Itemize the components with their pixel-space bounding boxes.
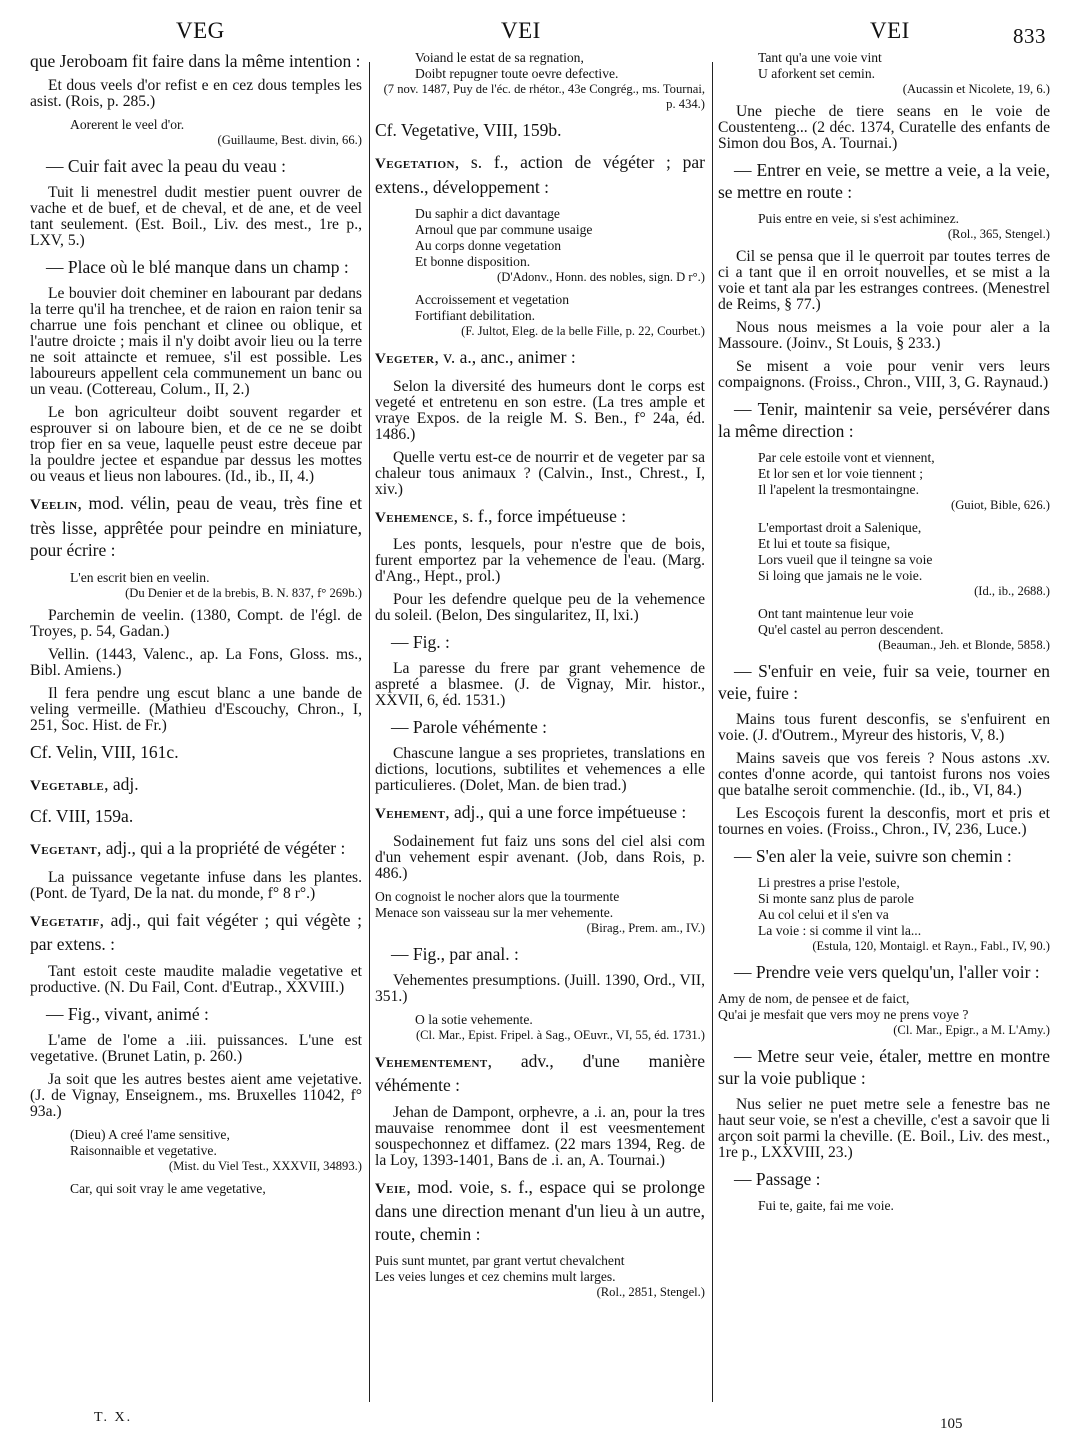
definition: , adv., d'une manière véhémente : [375, 1050, 705, 1095]
citation-paragraph: Le bouvier doit cheminer en labourant par dedans la terre qu'il ha trenchee, et de raion en raion tenir sa charrue une fois penchant et clinee ou oblique, et l'autre droicte ; mais il n'y doibt avoir lieu ou la terre ne soit attaincte et remuee, s'il est possible. Les laboureurs appellent cela communement un banc ou un veau. (Cottereau, Colum., II, 2.) [30, 285, 362, 398]
sense-heading: — Passage : [734, 1169, 821, 1189]
sheet-number: 105 [940, 1416, 963, 1432]
headword: Vegeter [375, 351, 435, 367]
entry-heading [375, 151, 705, 198]
entry-heading [375, 346, 705, 371]
citation-source: (Rol., 2851, Stengel.) [596, 1285, 705, 1299]
citation-paragraph: Quelle vertu est-ce de nourrir et de vegeter par sa chaleur tous animaux ? (Calvin., Inst., Chrest., I, xiv.) [375, 448, 705, 498]
verse-line: Si monte sanz plus de parole [758, 891, 914, 906]
citation-source: (Id., ib., 2688.) [974, 584, 1050, 598]
citation-source: (Beauman., Jeh. et Blonde, 5858.) [878, 638, 1050, 652]
column-divider [712, 62, 713, 1402]
verse-line: Du saphir a dict davantage [415, 206, 560, 221]
column-left [30, 50, 362, 1405]
citation-paragraph: Et dous veels d'or refist e en cez dous temples les asist. (Rois, p. 285.) [30, 77, 362, 110]
verse-line: O la sotie vehemente. [415, 1011, 533, 1027]
verse-line: Amy de nom, de pensee et de faict, [718, 991, 910, 1006]
running-head-left: VEG [176, 18, 225, 43]
citation-paragraph: Jehan de Dampont, orphevre, a .i. an, pour la tres mauvaise renommee dont il est veesmentement souspechonnez et diffamez. (22 mars 1394, Reg. de la Loy, 1393-1401, Bans de .i. an, A. Tournai.) [375, 1103, 705, 1169]
verse-line: Fortifiant debilitation. [415, 308, 536, 323]
citation-paragraph: Nous nous meismes a la voie pour aler a la Massoure. (Joinv., St Louis, § 233.) [718, 319, 1050, 352]
definition: , adj., qui a la propriété de végéter : [97, 838, 346, 858]
sense-heading: — Cuir fait avec la peau du veau : [46, 156, 287, 176]
verse-line: L'emportast droit a Salenique, [758, 520, 922, 535]
running-head-center: VEI [501, 18, 541, 43]
citation-paragraph: Sodainement fut faiz uns sons del ciel alsi com d'un vehement espir avenant. (Job, dans Rois, p. 486.) [375, 832, 705, 882]
signature-mark: T. X. [94, 1410, 133, 1425]
verse-line: Accroissement et vegetation [415, 292, 570, 307]
headword: Vegetant [30, 842, 98, 858]
column-divider [369, 62, 370, 1402]
verse-line: Car, qui soit vray le ame vegetative, [70, 1180, 266, 1196]
cross-reference: Cf. Velin, VIII, 161c. [30, 741, 179, 762]
verse-line: Par cele estoile vont et viennent, [758, 450, 935, 465]
citation-paragraph: Mains tous furent desconfis, se s'enfuirent en voie. (J. d'Outrem., Myreur des historis, V, 8.) [718, 711, 1050, 744]
verse-line: Les veies lunges et cez chemins mult larges. [375, 1269, 616, 1284]
verse-line: Au corps donne vegetation [415, 238, 562, 253]
definition: , mod. voie, s. f., espace qui se prolonge dans une direction menant d'un lieu à un autre, route, chemin : [375, 1176, 705, 1244]
citation-source: (F. Jultot, Eleg. de la belle Fille, p. 22, Courbet.) [461, 324, 705, 338]
headword: Vegetable [30, 777, 105, 794]
definition: , mod. vélin, peau de veau, très fine et très lisse, apprêtée pour peindre en miniature, pour écrire : [30, 493, 362, 560]
definition: , adj. [104, 773, 139, 794]
entry-heading [30, 492, 362, 562]
citation-paragraph: L'ame de l'ome a .iii. puissances. L'une est vegetative. (Brunet Latin, p. 260.) [30, 1031, 362, 1065]
verse-line: Et lor sen et lor voie tiennent ; [758, 466, 923, 481]
column-middle [375, 50, 705, 1405]
verse-line: Puis entre en veie, si s'est achiminez. [758, 211, 960, 226]
sense-heading: — Fig. : [391, 632, 450, 652]
sense-heading: — Fig., par anal. : [391, 943, 519, 964]
citation-source: (Birag., Prem. am., IV.) [586, 920, 705, 935]
citation-paragraph: Se misent a voie pour venir vers leurs compaignons. (Froiss., Chron., VIII, 3, G. Raynaud.) [718, 358, 1050, 391]
citation-paragraph: Vehementes presumptions. (Juill. 1390, Ord., VII, 351.) [375, 971, 705, 1005]
citation-source: (Guillaume, Best. divin, 66.) [217, 133, 362, 147]
entry-heading [375, 1050, 705, 1097]
entry-heading [30, 909, 362, 956]
verse-line: Ont tant maintenue leur voie [758, 606, 914, 621]
verse-line: Et lui et toute sa fisique, [758, 536, 891, 551]
headword: Veie [375, 1180, 407, 1197]
verse-line: Arnoul que par commune usaige [415, 222, 593, 237]
verse-line: Menace son vaisseau sur la mer vehemente. [375, 904, 614, 920]
citation-source: (Mist. du Viel Test., XXXVII, 34893.) [168, 1158, 362, 1173]
verse-line: Lors vueil que il teingne sa voie [758, 552, 933, 567]
verse-line: Si loing que jamais ne le voie. [758, 568, 923, 583]
sense-heading: — Fig., vivant, animé : [46, 1003, 209, 1024]
sense-heading: — Parole véhémente : [391, 717, 547, 737]
citation-paragraph: Nus selier ne puet metre sele a fenestre bas ne haut seur voie, se n'est a cheville, c'est a savoir que li arçon soit parmi la cheville. (E. Boil., Liv. des mest., 1re p., LXXVIII, 23.) [718, 1096, 1050, 1161]
verse-line: Tant qu'a une voie vint [758, 50, 882, 65]
citation-source: (7 nov. 1487, Puy de l'éc. de rhétor., 43e Congrég., ms. Tournai, p. 434.) [383, 82, 705, 111]
verse-line: Doibt repugner toute oevre defective. [415, 66, 619, 81]
citation-paragraph: Une pieche de tiere seans en le voie de Coustenteng... (2 déc. 1374, Curatelle des enfants de Simon dou Bos, A. Tournai.) [718, 103, 1050, 152]
verse-line: On cognoist le nocher alors que la tourmente [375, 888, 620, 904]
citation-paragraph: Tant estoit ceste maudite maladie vegetative et productive. (N. Du Fail, Cont. d'Eutrap., XXVIII.) [30, 962, 362, 996]
headword: Vehementement [375, 1054, 488, 1071]
running-head-right: VEI [870, 18, 910, 43]
headword: Vegetatif [30, 913, 100, 930]
citation-source: (Estula, 120, Montaigl. et Rayn., Fabl., IV, 90.) [812, 939, 1050, 953]
definition: , v. a., anc., animer : [434, 347, 576, 367]
verse-line: Fui te, gaite, fai me voie. [758, 1198, 894, 1213]
verse-line: Voiand le estat de sa regnation, [415, 50, 584, 65]
verse-line: Il l'apelent la tresmontaingne. [758, 482, 919, 497]
sense-heading: — Place où le blé manque dans un champ : [46, 257, 349, 277]
verse-line: La voie : si comme il vint la... [758, 923, 922, 938]
running-head [0, 14, 1078, 54]
citation-paragraph: Pour les defendre quelque peu de la vehemence du soleil. (Belon, Des singularitez, II, lxi.) [375, 591, 705, 624]
verse-line: Aorerent le veel d'or. [70, 117, 185, 132]
entry-heading [30, 773, 362, 798]
citation-paragraph: Cil se pensa que il le querroit par toutes terres de ci a tant que il en orroit nouvelles, et se mist a la voie et tant ala par les estranges contrees. (Menestrel de Reims, § 77.) [718, 248, 1050, 313]
verse-line: L'en escrit bien en veelin. [70, 569, 210, 585]
citation-source: (Du Denier et de la brebis, B. N. 837, f° 269b.) [125, 585, 362, 600]
verse-line: (Dieu) A creé l'ame sensitive, [70, 1126, 230, 1142]
citation-paragraph: Les Escoçois furent la desconfis, mort et pris et tournes en voies. (Froiss., Chron., IV, 236, Luce.) [718, 805, 1050, 838]
verse-line: Li prestres a prise l'estole, [758, 875, 900, 890]
page-number: 833 [1013, 24, 1046, 48]
cross-reference: Cf. VIII, 159a. [30, 806, 134, 826]
entry-heading [375, 801, 705, 826]
verse-line: Qu'el castel au perron descendent. [758, 622, 944, 637]
sense-heading: — S'en aler la veie, suivre son chemin : [734, 846, 1012, 866]
verse-line: U aforkent set cemin. [758, 66, 876, 81]
citation-paragraph: La paresse du frere par grant vehemence de aspreté a blasmee. (J. de Vignay, Mir. histor., XXVII, 6, éd. 1531.) [375, 660, 705, 709]
citation-paragraph: Il fera pendre ung escut blanc a une bande de veling vermeille. (Mathieu d'Escouchy, Chron., I, 251, Soc. Hist. de Fr.) [30, 684, 362, 734]
headword: Veelin [30, 497, 78, 513]
sense-heading: — Prendre veie vers quelqu'un, l'aller voir : [734, 962, 1040, 982]
cross-reference: Cf. Vegetative, VIII, 159b. [375, 120, 562, 140]
definition: , s. f., force impétueuse : [453, 505, 627, 526]
citation-paragraph: Parchemin de veelin. (1380, Compt. de l'égl. de Troyes, p. 54, Gadan.) [30, 606, 362, 640]
verse-line: Raisonnaible et vegetative. [70, 1142, 217, 1158]
entry-heading [30, 837, 362, 862]
citation-source: (Cl. Mar., Epigr., a M. L'Amy.) [893, 1023, 1050, 1037]
headword: Vehement [375, 806, 446, 822]
citation-paragraph: Tuit li menestrel dudit mestier puent ouvrer de vache et de buef, et de cheval, et de ane, et de veel tant seulement. (Est. Boil., Liv. des mest., 1re p., LXV, 5.) [30, 184, 362, 249]
definition: , adj., qui a une force impétueuse : [445, 802, 687, 822]
definition: , s. f., action de végéter ; par extens., développement : [375, 152, 705, 197]
sense-heading: — Tenir, maintenir sa veie, persévérer dans la même direction : [718, 399, 1050, 441]
citation-paragraph: Mains saveis que vos fereis ? Nous astons .xv. contes d'onne acorde, qui tantoist furons nos voies que batalhe seroit commenchie. (Id., ib., VI, 84.) [718, 750, 1050, 799]
column-right [718, 50, 1050, 1405]
verse-line: Et bonne disposition. [415, 254, 531, 269]
entry-heading [375, 1176, 705, 1246]
sense-heading: — Metre seur veie, étaler, mettre en montre sur la voie publique : [718, 1046, 1050, 1088]
definition: , adj., qui fait végéter ; qui végète ; par extens. : [30, 909, 362, 954]
headword: Vehemence [375, 509, 454, 526]
entry-heading [375, 505, 705, 530]
citation-source: (Cl. Mar., Epist. Fripel. à Sag., OEuvr., VI, 55, éd. 1731.) [415, 1027, 705, 1042]
verse-line: Au col celui et il s'en va [758, 907, 889, 922]
citation-paragraph: Selon la diversité des humeurs dont le corps est vegeté et entretenu en son estre. (La tres ample et vraye Expos. de la reigle M. S. Ben., f° 24a, éd. 1486.) [375, 377, 705, 443]
citation-source: (Guiot, Bible, 626.) [951, 498, 1050, 512]
verse-line: Qu'ai je mesfait que vers moy ne prens voye ? [718, 1007, 969, 1022]
headword: Vegetation [375, 156, 455, 172]
citation-paragraph: Ja soit que les autres bestes aient ame vejetative. (J. de Vignay, Enseignem., ms. Bruxelles 11042, f° 93a.) [30, 1070, 362, 1120]
sense-heading: — S'enfuir en veie, fuir sa veie, tourner en veie, fuire : [718, 661, 1050, 703]
citation-paragraph: Vellin. (1443, Valenc., ap. La Fons, Gloss. ms., Bibl. Amiens.) [30, 645, 362, 679]
citation-paragraph: Chascune langue a ses proprietes, translations en dictions, locutions, subtilites et vehemences a elle particulieres. (Dolet, Man. de bien trad.) [375, 745, 705, 794]
citation-source: (D'Adonv., Honn. des nobles, sign. D r°.) [497, 270, 705, 284]
citation-paragraph: Le bon agriculteur doibt souvent regarder et esprouver si on laboure bien, et de ce ne se doibt trop fier en sa veue, laquelle peust estre deceue par la pouldre jectee et espandue par dessus les mottes ou veaus et lieus non laboures. (Id., ib., II, 4.) [30, 404, 362, 485]
continued-text: que Jeroboam fit faire dans la même intention : [30, 51, 361, 71]
sense-heading: — Entrer en veie, se mettre a veie, a la veie, se mettre en route : [718, 160, 1050, 202]
verse-line: Puis sunt muntet, par grant vertut chevalchent [375, 1253, 625, 1268]
citation-paragraph: La puissance vegetante infuse dans les plantes. (Pont. de Tyard, De la nat. du monde, f° 8 r°.) [30, 868, 362, 902]
citation-source: (Rol., 365, Stengel.) [947, 227, 1050, 241]
citation-source: (Aucassin et Nicolete, 19, 6.) [902, 82, 1050, 96]
citation-paragraph: Les ponts, lesquels, pour n'estre que de bois, furent emportez par la vehemence de l'eau. (Marg. d'Ang., Hept., prol.) [375, 536, 705, 585]
